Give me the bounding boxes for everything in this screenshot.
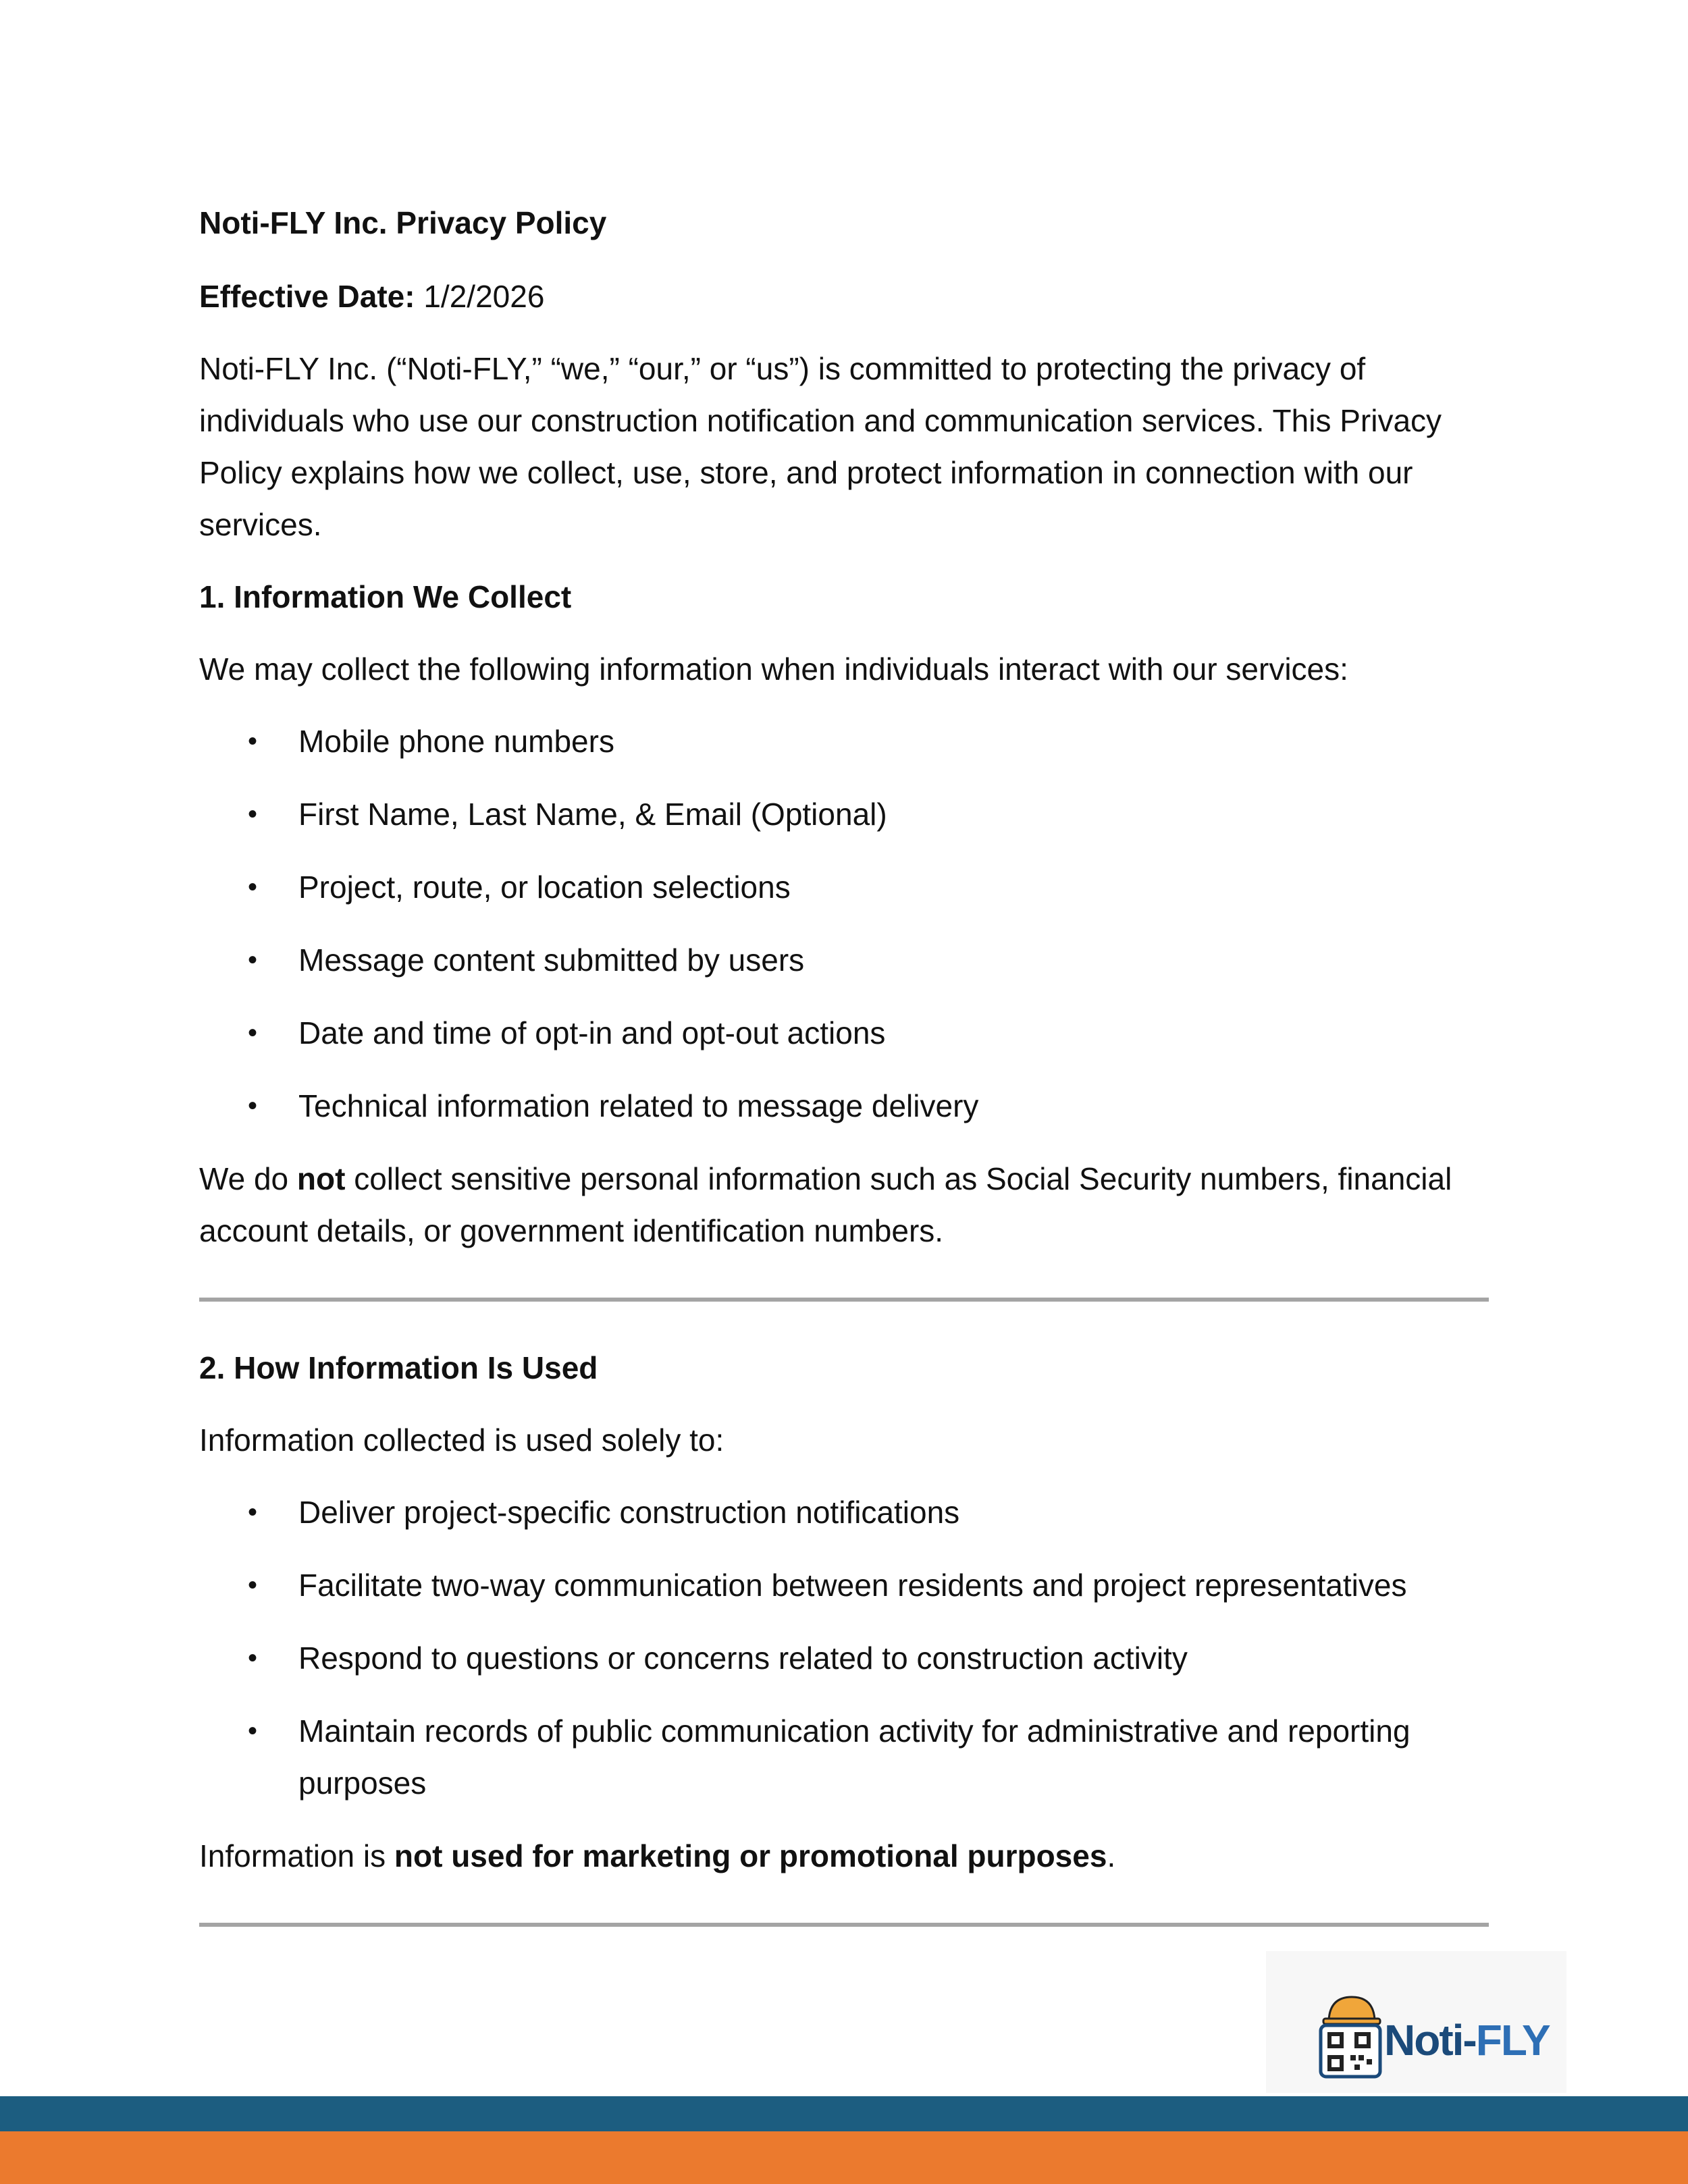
effective-date <box>199 271 1489 323</box>
bullet-icon: • <box>248 1643 258 1673</box>
list-item: • Project, route, or location selections <box>199 861 1489 913</box>
list-item: • Facilitate two-way communication between residents and project representatives <box>199 1560 1489 1612</box>
section-1-lead: We may collect the following information when individuals interact with our services: <box>199 651 1348 687</box>
policy-content <box>199 197 1489 1927</box>
section-1-list <box>199 716 1489 1132</box>
footer-band-blue <box>0 2096 1688 2131</box>
bullet-icon: • <box>248 945 258 975</box>
noti-fly-logo <box>1266 1951 1566 2093</box>
list-item: • Technical information related to message delivery <box>199 1080 1489 1132</box>
list-item: • Mobile phone numbers <box>199 716 1489 768</box>
logo-wordmark: Noti-FLY <box>1384 2016 1550 2065</box>
section-2-heading: 2. How Information Is Used <box>199 1350 598 1385</box>
bullet-icon: • <box>248 1570 258 1600</box>
bullet-icon: • <box>248 1716 258 1746</box>
list-item: • Message content submitted by users <box>199 934 1489 986</box>
page-title: Noti-FLY Inc. Privacy Policy <box>199 205 607 240</box>
section-divider <box>199 1923 1489 1927</box>
section-1-heading: 1. Information We Collect <box>199 579 572 614</box>
section-2-list <box>199 1487 1489 1809</box>
section-divider <box>199 1298 1489 1302</box>
section-2-lead: Information collected is used solely to: <box>199 1422 724 1458</box>
list-item: • Date and time of opt-in and opt-out actions <box>199 1007 1489 1059</box>
list-item: • Deliver project-specific construction notifications <box>199 1487 1489 1539</box>
effective-date-label: Effective Date: <box>199 279 415 314</box>
bullet-icon: • <box>248 1018 258 1048</box>
effective-date-value: 1/2/2026 <box>423 279 545 314</box>
bullet-icon: • <box>248 872 258 902</box>
bullet-icon: • <box>248 1497 258 1527</box>
list-item: • First Name, Last Name, & Email (Optional) <box>199 789 1489 841</box>
bullet-icon: • <box>248 799 258 829</box>
qr-hardhat-icon <box>1317 1992 1384 2079</box>
footer-band-orange <box>0 2131 1688 2184</box>
section-2-note: Information is not used for marketing or promotional purposes. <box>199 1838 1116 1873</box>
section-1-note: We do not collect sensitive personal information such as Social Security numbers, financial account details, or government identification numbers. <box>199 1161 1452 1248</box>
bullet-icon: • <box>248 1091 258 1121</box>
bullet-icon: • <box>248 726 258 756</box>
list-item: • Respond to questions or concerns related to construction activity <box>199 1632 1489 1684</box>
intro-paragraph: Noti-FLY Inc. (“Noti-FLY,” “we,” “our,” or “us”) is committed to protecting the privacy of individuals who use our construction notification and communication services. This Privacy Policy explains how we collect, use, store, and protect information in connection with our services. <box>199 351 1442 542</box>
list-item: • Maintain records of public communication activity for administrative and reporting purposes <box>199 1705 1489 1809</box>
